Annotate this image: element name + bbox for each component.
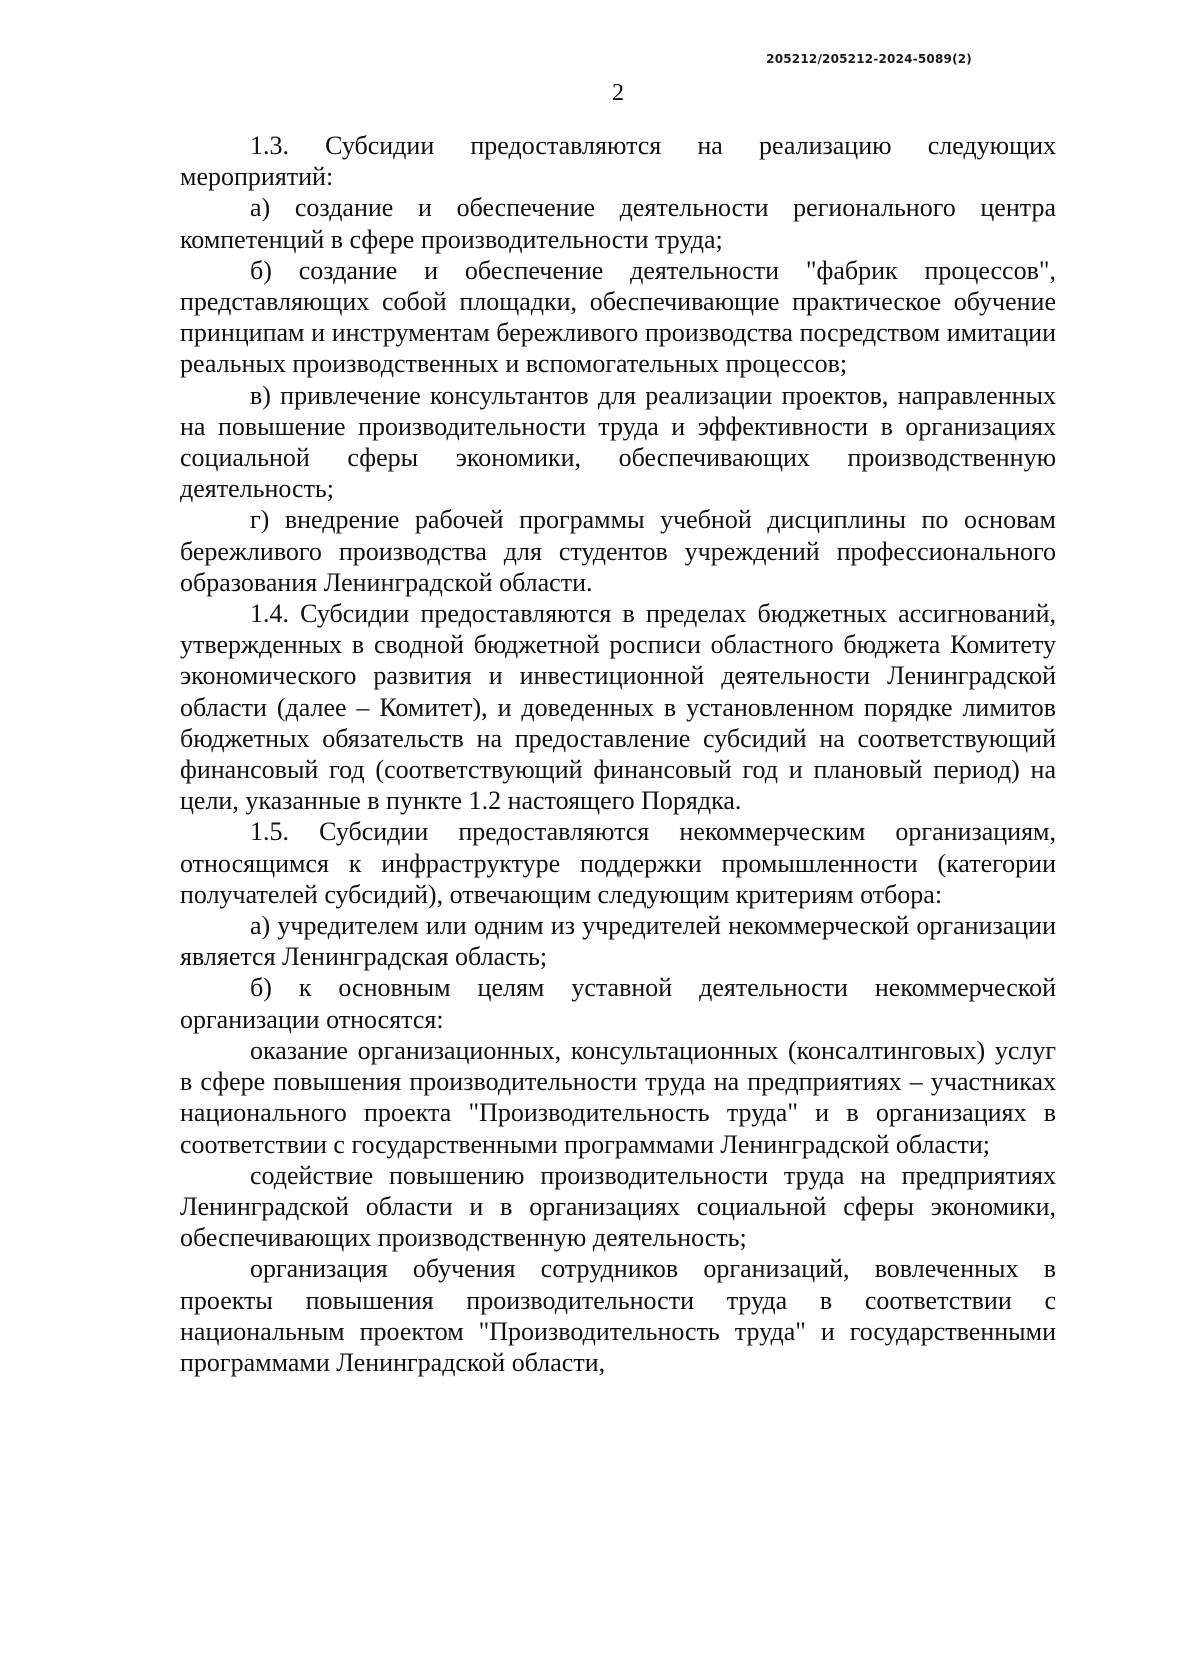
paragraph-1-3-a: а) создание и обеспечение деятельности регионального центра компетенций в сфере производительности труда; (180, 193, 1056, 254)
paragraph-1-5: 1.5. Субсидии предоставляются некоммерческим организациям, относящимся к инфраструктуре поддержки промышленности (категории получателей субсидий), отвечающим следующим критериям отбора: (180, 817, 1056, 909)
paragraph-goal-training: организация обучения сотрудников организаций, вовлеченных в проекты повышения производительности труда в соответствии с национальным проектом "Производительность труда" и государственными программами Ленинградской области, (180, 1254, 1056, 1377)
paragraph-1-4: 1.4. Субсидии предоставляются в пределах бюджетных ассигнований, утвержденных в сводной бюджетной росписи областного бюджета Комитету экономического развития и инвестиционной деятельности Ленинградской области (далее – Комитет), и доведенных в установленном порядке лимитов бюджетных обязательств на предоставление субсидий на соответствующий финансовый год (соответствующий финансовый год и плановый период) на цели, указанные в пункте 1.2 настоящего Порядка. (180, 599, 1056, 816)
paragraph-1-3-v: в) привлечение консультантов для реализации проектов, направленных на повышение производительности труда и эффективности в организациях социальной сферы экономики, обеспечивающих производственную деятельность; (180, 380, 1056, 504)
paragraph-1-3: 1.3. Субсидии предоставляются на реализацию следующих мероприятий: (180, 131, 1056, 192)
paragraph-goal-consulting: оказание организационных, консультационных (консалтинговых) услуг в сфере повышения производительности труда на предприятиях – участниках национального проекта "Производительность труда" и в организациях в соответствии с государственными программами Ленинградской области; (180, 1035, 1056, 1159)
paragraph-1-5-b: б) к основным целям уставной деятельности некоммерческой организации относятся: (180, 973, 1056, 1034)
page-number: 2 (612, 80, 624, 106)
paragraph-1-3-g: г) внедрение рабочей программы учебной дисциплины по основам бережливого производства для студентов учреждений профессионального образования Ленинградской области. (180, 505, 1056, 597)
paragraph-1-3-b: б) создание и обеспечение деятельности "фабрик процессов", представляющих собой площадки, обеспечивающие практическое обучение принципам и инструментам бережливого производства посредством имитации реальных производственных и вспомогательных процессов; (180, 255, 1056, 379)
document-body (180, 130, 1056, 1378)
paragraph-1-5-a: а) учредителем или одним из учредителей некоммерческой организации является Ленинградская область; (180, 911, 1056, 972)
document-id: 205212/205212-2024-5089(2) (766, 52, 972, 66)
paragraph-goal-productivity: содействие повышению производительности труда на предприятиях Ленинградской области и в организациях социальной сферы экономики, обеспечивающих производственную деятельность; (180, 1160, 1056, 1253)
